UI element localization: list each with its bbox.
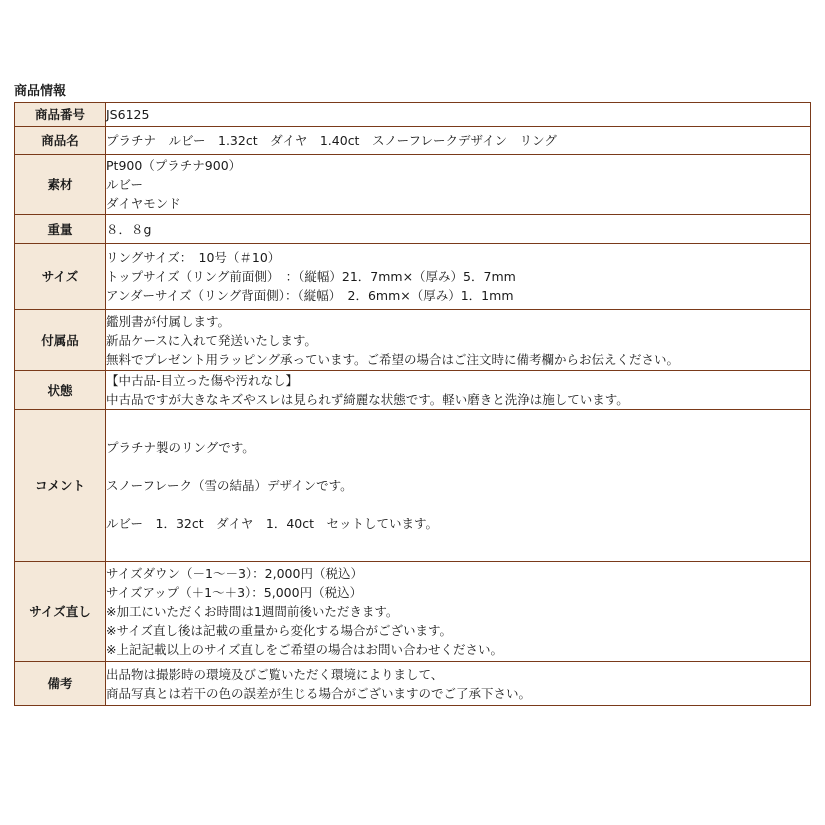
value-line [106,419,810,438]
value-line: ※上記記載以上のサイズ直しをご希望の場合はお問い合わせください。 [106,642,503,657]
value-line: Pt900（プラチナ900） [106,158,242,173]
row-material [15,155,811,215]
value-line: トップサイズ（リング前面側） ：（縦幅）21．7mm×（厚み）5．7mm [106,269,516,284]
value-line: ダイヤモンド [106,196,181,211]
value-line: ８．８g [106,221,152,237]
value-line: JS6125 [106,107,150,122]
value-line: 【中古品-目立った傷や汚れなし】 [106,373,299,388]
row-weight [15,215,811,244]
value-line: 新品ケースに入れて発送いたします。 [106,332,317,348]
value-line: ルビー [106,177,144,192]
row-comment [15,410,811,562]
value-line: プラチナ ルビー 1.32ct ダイヤ 1.40ct スノーフレークデザイン リング [106,133,557,148]
row-value [106,244,811,310]
row-label: 備考 [15,662,106,706]
value-line: 中古品ですが大きなキズやスレは見られず綺麗な状態です。軽い磨きと洗浄は施しています。 [106,392,629,407]
row-value [106,562,811,662]
row-label: サイズ直し [15,562,106,662]
value-line [106,495,810,514]
value-line: 商品写真とは若干の色の誤差が生じる場合がございますのでご了承下さい。 [106,685,532,701]
row-value [106,410,811,562]
value-line: 無料でプレゼント用ラッピング承っています。ご希望の場合はご注文時に備考欄からお伝えください。 [106,351,680,367]
value-line: 鑑別書が付属します。 [106,313,231,329]
row-label: コメント [15,410,106,562]
value-line: リングサイズ： 10号（＃10） [106,250,281,265]
row-label: 商品番号 [15,103,106,127]
row-product-name [15,127,811,155]
row-size [15,244,811,310]
row-condition [15,371,811,410]
value-line: サイズダウン（－1～－3）：2,000円（税込） [106,566,363,581]
value-line: 出品物は撮影時の環境及びご覧いただく環境によりまして、 [106,666,444,682]
row-label: 重量 [15,215,106,244]
value-line: プラチナ製のリングです。 [106,440,255,455]
row-accessories [15,310,811,371]
value-line [106,533,810,552]
value-line: ルビー 1．32ct ダイヤ 1．40ct セットしています。 [106,516,439,531]
row-value [106,215,811,244]
row-value [106,103,811,127]
row-product-number [15,103,811,127]
value-line [106,457,810,476]
value-line: サイズアップ（＋1～＋3）：5,000円（税込） [106,585,363,600]
product-info-table [14,102,811,706]
row-label: 素材 [15,155,106,215]
row-value [106,127,811,155]
row-label: サイズ [15,244,106,310]
row-label: 状態 [15,371,106,410]
value-line: スノーフレーク（雪の結晶）デザインです。 [106,478,353,493]
value-line: ※加工にいただくお時間は1週間前後いただきます。 [106,604,399,619]
value-line: ※サイズ直し後は記載の重量から変化する場合がございます。 [106,623,452,638]
row-value [106,155,811,215]
row-remarks [15,662,811,706]
row-resizing [15,562,811,662]
row-value [106,310,811,371]
section-title: 商品情報 [14,84,67,99]
row-label: 付属品 [15,310,106,371]
row-label: 商品名 [15,127,106,155]
row-value [106,371,811,410]
value-line: アンダーサイズ（リング背面側）：（縦幅） 2．6mm×（厚み）1．1mm [106,288,514,303]
row-value [106,662,811,706]
